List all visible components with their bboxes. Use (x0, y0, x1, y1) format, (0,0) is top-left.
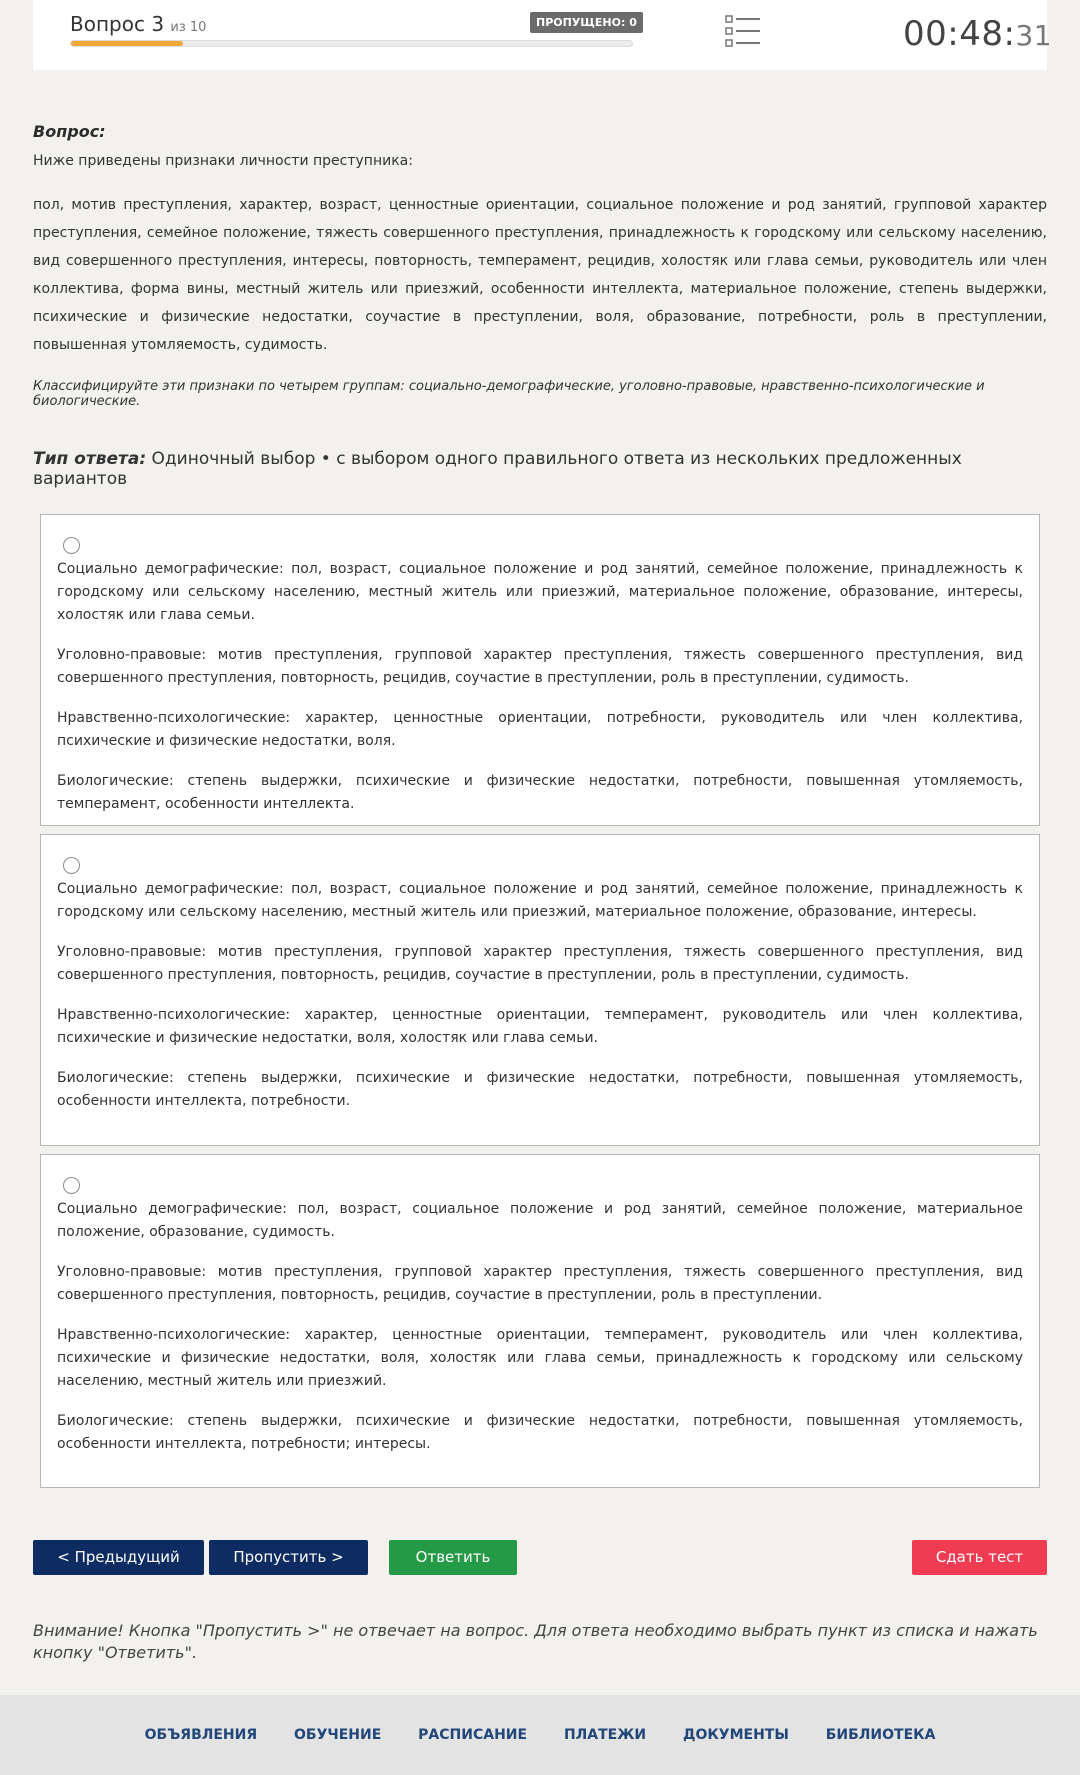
option-biological: Биологические: степень выдержки, психические и физические недостатки, потребности, повышенная утомляемость, особенности интеллекта, потребности; интересы. (57, 1413, 1023, 1452)
option-moral: Нравственно-психологические: характер, ценностные ориентации, темперамент, руководитель или член коллектива, психические и физические недостатки, воля, холостяк или глава семьи. (57, 1007, 1023, 1046)
timer-main: 00:48: (903, 14, 1016, 54)
previous-button[interactable]: < Предыдущий (33, 1540, 204, 1575)
timer (903, 14, 1052, 54)
footer-link-schedule[interactable]: РАСПИСАНИЕ (418, 1727, 528, 1743)
answer-type (33, 449, 1047, 489)
quiz-header (33, 0, 1053, 70)
option-biological: Биологические: степень выдержки, психические и физические недостатки, потребности, повышенная утомляемость, особенности интеллекта, потребности. (57, 1070, 1023, 1109)
progress-fill (71, 41, 183, 46)
answer-type-label: Тип ответа: (33, 449, 147, 469)
option-biological: Биологические: степень выдержки, психические и физические недостатки, потребности, повышенная утомляемость, темперамент, особенности интеллекта. (57, 773, 1023, 812)
option-radio[interactable] (63, 1177, 80, 1194)
option-moral: Нравственно-психологические: характер, ценностные ориентации, потребности, руководитель или член коллектива, психические и физические недостатки, воля. (57, 710, 1023, 749)
option-social: Социально демографические: пол, возраст, социальное положение и род занятий, семейное положение, принадлежность к городскому или сельскому населению, местный житель или приезжий, материальное положение, образование, интересы. (57, 881, 1023, 920)
option-social: Социально демографические: пол, возраст, социальное положение и род занятий, семейное положение, принадлежность к городскому или сельскому населению, местный житель или приезжий, материальное положение, образование, интересы, холостяк или глава семьи. (57, 561, 1023, 623)
skip-button[interactable]: Пропустить > (209, 1540, 368, 1575)
footer-link-payments[interactable]: ПЛАТЕЖИ (563, 1727, 647, 1743)
question-body: пол, мотив преступления, характер, возраст, ценностные ориентации, социальное положение и род занятий, групповой характер преступления, семейное положение, тяжесть совершенного преступления, принадлежность к городскому или сельскому населению, вид совершенного преступления, интересы, повторность, темперамент, рецидив, холостяк или глава семьи, руководитель или член коллектива, форма вины, местный житель или приезжий, особенности интеллекта, материальное положение, степень выдержки, психические и физические недостатки, соучастие в преступлении, воля, образование, потребности, роль в преступлении, повышенная утомляемость, судимость. (33, 197, 1047, 353)
submit-test-button[interactable]: Сдать тест (912, 1540, 1047, 1575)
skip-warning: Внимание! Кнопка "Пропустить >" не отвечает на вопрос. Для ответа необходимо выбрать пункт из списка и нажать кнопку "Ответить". (33, 1621, 1038, 1662)
question-task: Классифицируйте эти признаки по четырем группам: социально-демографические, уголовно-правовые, нравственно-психологические и биологические. (33, 379, 985, 409)
option-social: Социально демографические: пол, возраст, социальное положение и род занятий, семейное положение, материальное положение, образование, судимость. (57, 1201, 1023, 1240)
answer-type-value: Одиночный выбор • с выбором одного правильного ответа из нескольких предложенных вариантов (33, 449, 962, 489)
footer (0, 1695, 1080, 1775)
question-list-icon[interactable] (725, 14, 761, 48)
option-moral: Нравственно-психологические: характер, ценностные ориентации, темперамент, руководитель или член коллектива, психические и физические недостатки, воля, холостяк или глава семьи, принадлежность к городскому или сельскому населению, местный житель или приезжий. (57, 1327, 1023, 1389)
answer-option-3[interactable] (40, 1154, 1040, 1488)
answer-button[interactable]: Ответить (389, 1540, 517, 1575)
timer-seconds: 31 (1015, 19, 1053, 52)
question-total: из 10 (170, 20, 207, 35)
answer-option-2[interactable] (40, 834, 1040, 1146)
question-counter (70, 12, 206, 36)
option-criminal: Уголовно-правовые: мотив преступления, групповой характер преступления, тяжесть совершенного преступления, вид совершенного преступления, повторность, рецидив, соучастие в преступлении, роль в преступлении. (57, 1264, 1023, 1303)
question-block (33, 122, 1047, 489)
option-radio[interactable] (63, 537, 80, 554)
progress-bar (70, 40, 633, 47)
option-criminal: Уголовно-правовые: мотив преступления, групповой характер преступления, тяжесть совершенного преступления, вид совершенного преступления, повторность, рецидив, соучастие в преступлении, роль в преступлении, судимость. (57, 944, 1023, 983)
question-label: Вопрос: (33, 122, 106, 141)
footer-link-announcements[interactable]: ОБЪЯВЛЕНИЯ (144, 1727, 258, 1743)
question-intro: Ниже приведены признаки личности преступника: (33, 153, 413, 169)
question-number: Вопрос 3 (70, 12, 165, 36)
skipped-badge: ПРОПУЩЕНО: 0 (530, 12, 643, 33)
answer-option-1[interactable] (40, 514, 1040, 826)
option-criminal: Уголовно-правовые: мотив преступления, групповой характер преступления, тяжесть совершенного преступления, вид совершенного преступления, повторность, рецидив, соучастие в преступлении, роль в преступлении, судимость. (57, 647, 1023, 686)
footer-link-education[interactable]: ОБУЧЕНИЕ (294, 1727, 382, 1743)
footer-link-documents[interactable]: ДОКУМЕНТЫ (682, 1727, 789, 1743)
footer-nav (0, 1727, 1080, 1743)
option-radio[interactable] (63, 857, 80, 874)
footer-link-library[interactable]: БИБЛИОТЕКА (825, 1727, 936, 1743)
